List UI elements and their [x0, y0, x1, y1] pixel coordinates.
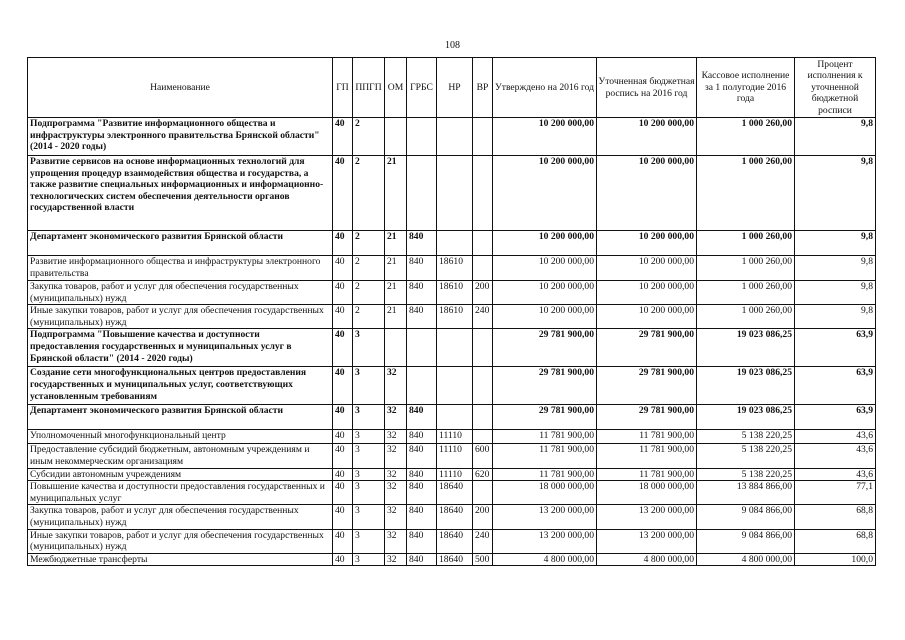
row-specified-cell: 10 200 000,00 [597, 305, 697, 329]
table-row [28, 329, 876, 367]
row-percent-cell: 63,9 [795, 329, 876, 367]
row-cash-cell: 9 084 866,00 [697, 529, 795, 553]
row-approved-cell: 11 781 900,00 [493, 468, 597, 481]
header-vr: ВР [473, 58, 493, 118]
row-percent-cell: 9,8 [795, 305, 876, 329]
row-name-cell: Развитие сервисов на основе информационных технологий для упрощения процедур взаимодействия общества и государства, а также развитие специальных информационных и информационно-технологических систем обеспечения деятельности органов государственной власти [28, 156, 333, 231]
row-grbs-cell: 840 [407, 281, 437, 305]
row-gp-cell: 40 [333, 256, 353, 281]
row-vr-cell [473, 481, 493, 505]
row-gp-cell: 40 [333, 329, 353, 367]
row-percent-cell: 9,8 [795, 256, 876, 281]
row-approved-cell: 10 200 000,00 [493, 281, 597, 305]
table-row [28, 468, 876, 481]
row-nr-cell: 18640 [437, 481, 473, 505]
row-gp-cell: 40 [333, 231, 353, 256]
row-cash-cell: 4 800 000,00 [697, 553, 795, 566]
row-ppgp-cell: 2 [353, 256, 385, 281]
row-ppgp-cell: 3 [353, 444, 385, 468]
row-cash-cell: 5 138 220,25 [697, 444, 795, 468]
row-vr-cell: 620 [473, 468, 493, 481]
row-name-cell: Подпрограмма "Развитие информационного общества и инфраструктуры электронного правительства Брянской области" (2014 - 2020 годы) [28, 118, 333, 156]
row-ppgp-cell: 2 [353, 156, 385, 231]
row-ppgp-cell: 2 [353, 281, 385, 305]
row-specified-cell: 29 781 900,00 [597, 367, 697, 405]
row-cash-cell: 1 000 260,00 [697, 118, 795, 156]
row-grbs-cell [407, 156, 437, 231]
row-nr-cell [437, 405, 473, 430]
table-row [28, 231, 876, 256]
row-percent-cell: 68,8 [795, 529, 876, 553]
row-vr-cell [473, 118, 493, 156]
row-vr-cell [473, 367, 493, 405]
row-grbs-cell [407, 367, 437, 405]
row-gp-cell: 40 [333, 430, 353, 444]
row-cash-cell: 1 000 260,00 [697, 305, 795, 329]
row-om-cell: 21 [385, 305, 407, 329]
row-nr-cell: 18640 [437, 553, 473, 566]
table-row [28, 305, 876, 329]
row-name-cell: Предоставление субсидий бюджетным, автономным учреждениям и иным некоммерческим организациям [28, 444, 333, 468]
row-cash-cell: 9 084 866,00 [697, 505, 795, 529]
row-vr-cell: 600 [473, 444, 493, 468]
table-row [28, 256, 876, 281]
header-name: Наименование [28, 58, 333, 118]
row-nr-cell: 18640 [437, 505, 473, 529]
budget-execution-table [27, 57, 876, 566]
row-cash-cell: 1 000 260,00 [697, 256, 795, 281]
row-om-cell: 32 [385, 553, 407, 566]
row-nr-cell: 18610 [437, 256, 473, 281]
row-ppgp-cell: 3 [353, 553, 385, 566]
row-om-cell: 32 [385, 468, 407, 481]
row-percent-cell: 77,1 [795, 481, 876, 505]
row-specified-cell: 18 000 000,00 [597, 481, 697, 505]
row-nr-cell [437, 231, 473, 256]
row-nr-cell [437, 118, 473, 156]
row-om-cell: 32 [385, 367, 407, 405]
row-specified-cell: 10 200 000,00 [597, 256, 697, 281]
row-grbs-cell: 840 [407, 405, 437, 430]
row-specified-cell: 29 781 900,00 [597, 329, 697, 367]
row-om-cell: 32 [385, 529, 407, 553]
header-gp: ГП [333, 58, 353, 118]
row-approved-cell: 13 200 000,00 [493, 529, 597, 553]
row-gp-cell: 40 [333, 118, 353, 156]
row-vr-cell [473, 156, 493, 231]
header-nr: НР [437, 58, 473, 118]
row-name-cell: Межбюджетные трансферты [28, 553, 333, 566]
row-approved-cell: 13 200 000,00 [493, 505, 597, 529]
row-ppgp-cell: 3 [353, 329, 385, 367]
row-vr-cell: 500 [473, 553, 493, 566]
row-nr-cell [437, 156, 473, 231]
row-approved-cell: 10 200 000,00 [493, 256, 597, 281]
row-gp-cell: 40 [333, 444, 353, 468]
row-ppgp-cell: 3 [353, 430, 385, 444]
row-nr-cell: 18610 [437, 281, 473, 305]
row-gp-cell: 40 [333, 481, 353, 505]
row-cash-cell: 5 138 220,25 [697, 430, 795, 444]
row-vr-cell [473, 430, 493, 444]
header-cash: Кассовое исполнение за 1 полугодие 2016 года [697, 58, 795, 118]
row-grbs-cell [407, 329, 437, 367]
row-gp-cell: 40 [333, 156, 353, 231]
row-name-cell: Иные закупки товаров, работ и услуг для обеспечения государственных (муниципальных) нужд [28, 529, 333, 553]
row-specified-cell: 29 781 900,00 [597, 405, 697, 430]
row-gp-cell: 40 [333, 305, 353, 329]
row-name-cell: Создание сети многофункциональных центров предоставления государственных и муниципальных услуг, соответствующих установленным требованиям [28, 367, 333, 405]
row-vr-cell: 200 [473, 281, 493, 305]
row-cash-cell: 1 000 260,00 [697, 231, 795, 256]
row-vr-cell [473, 256, 493, 281]
row-cash-cell: 5 138 220,25 [697, 468, 795, 481]
row-specified-cell: 4 800 000,00 [597, 553, 697, 566]
row-name-cell: Закупка товаров, работ и услуг для обеспечения государственных (муниципальных) нужд [28, 505, 333, 529]
row-om-cell: 32 [385, 505, 407, 529]
table-row [28, 553, 876, 566]
table-body [28, 118, 876, 566]
row-nr-cell: 18610 [437, 305, 473, 329]
row-approved-cell: 29 781 900,00 [493, 367, 597, 405]
row-grbs-cell: 840 [407, 256, 437, 281]
row-cash-cell: 19 023 086,25 [697, 405, 795, 430]
table-row [28, 156, 876, 231]
row-om-cell [385, 329, 407, 367]
row-specified-cell: 11 781 900,00 [597, 444, 697, 468]
row-grbs-cell: 840 [407, 505, 437, 529]
row-nr-cell: 18640 [437, 529, 473, 553]
row-om-cell: 32 [385, 444, 407, 468]
row-nr-cell: 11110 [437, 430, 473, 444]
row-approved-cell: 10 200 000,00 [493, 156, 597, 231]
row-name-cell: Повышение качества и доступности предоставления государственных и муниципальных услуг [28, 481, 333, 505]
row-cash-cell: 19 023 086,25 [697, 329, 795, 367]
row-name-cell: Закупка товаров, работ и услуг для обеспечения государственных (муниципальных) нужд [28, 281, 333, 305]
row-approved-cell: 11 781 900,00 [493, 430, 597, 444]
row-percent-cell: 63,9 [795, 367, 876, 405]
row-approved-cell: 29 781 900,00 [493, 329, 597, 367]
row-percent-cell: 43,6 [795, 430, 876, 444]
row-specified-cell: 10 200 000,00 [597, 156, 697, 231]
row-name-cell: Департамент экономического развития Брянской области [28, 231, 333, 256]
row-nr-cell [437, 367, 473, 405]
row-om-cell: 21 [385, 256, 407, 281]
row-approved-cell: 10 200 000,00 [493, 231, 597, 256]
row-name-cell: Развитие информационного общества и инфраструктуры электронного правительства [28, 256, 333, 281]
row-grbs-cell: 840 [407, 481, 437, 505]
page-number: 108 [445, 40, 460, 51]
row-cash-cell: 19 023 086,25 [697, 367, 795, 405]
header-approved: Утверждено на 2016 год [493, 58, 597, 118]
row-gp-cell: 40 [333, 553, 353, 566]
row-gp-cell: 40 [333, 405, 353, 430]
row-om-cell: 21 [385, 156, 407, 231]
row-specified-cell: 10 200 000,00 [597, 231, 697, 256]
row-nr-cell [437, 329, 473, 367]
table-row [28, 505, 876, 529]
row-specified-cell: 10 200 000,00 [597, 118, 697, 156]
row-gp-cell: 40 [333, 468, 353, 481]
table-row [28, 367, 876, 405]
row-ppgp-cell: 3 [353, 505, 385, 529]
row-cash-cell: 1 000 260,00 [697, 281, 795, 305]
row-approved-cell: 18 000 000,00 [493, 481, 597, 505]
table-row [28, 118, 876, 156]
row-grbs-cell: 840 [407, 529, 437, 553]
row-gp-cell: 40 [333, 367, 353, 405]
row-vr-cell [473, 405, 493, 430]
row-cash-cell: 1 000 260,00 [697, 156, 795, 231]
row-name-cell: Субсидии автономным учреждениям [28, 468, 333, 481]
row-specified-cell: 10 200 000,00 [597, 281, 697, 305]
row-ppgp-cell: 3 [353, 481, 385, 505]
table-row [28, 405, 876, 430]
row-ppgp-cell: 2 [353, 231, 385, 256]
table-row [28, 481, 876, 505]
row-approved-cell: 4 800 000,00 [493, 553, 597, 566]
row-approved-cell: 10 200 000,00 [493, 305, 597, 329]
row-vr-cell: 240 [473, 305, 493, 329]
row-vr-cell: 240 [473, 529, 493, 553]
row-percent-cell: 68,8 [795, 505, 876, 529]
row-percent-cell: 9,8 [795, 118, 876, 156]
row-ppgp-cell: 3 [353, 468, 385, 481]
row-om-cell: 32 [385, 481, 407, 505]
row-grbs-cell: 840 [407, 430, 437, 444]
row-grbs-cell: 840 [407, 231, 437, 256]
row-ppgp-cell: 2 [353, 118, 385, 156]
row-gp-cell: 40 [333, 281, 353, 305]
row-ppgp-cell: 3 [353, 367, 385, 405]
header-percent: Процент исполнения к уточненной бюджетной росписи [795, 58, 876, 118]
row-name-cell: Подпрограмма "Повышение качества и доступности предоставления государственных и муниципальных услуг в Брянской области" (2014 - 2020 годы) [28, 329, 333, 367]
header-om: ОМ [385, 58, 407, 118]
row-vr-cell [473, 329, 493, 367]
row-approved-cell: 29 781 900,00 [493, 405, 597, 430]
header-ppgp: ППГП [353, 58, 385, 118]
table-row [28, 529, 876, 553]
row-grbs-cell: 840 [407, 444, 437, 468]
table-row [28, 430, 876, 444]
row-om-cell: 32 [385, 405, 407, 430]
row-percent-cell: 9,8 [795, 231, 876, 256]
row-gp-cell: 40 [333, 529, 353, 553]
table-header [28, 58, 876, 118]
table-row [28, 281, 876, 305]
row-percent-cell: 43,6 [795, 468, 876, 481]
row-specified-cell: 11 781 900,00 [597, 430, 697, 444]
row-specified-cell: 13 200 000,00 [597, 505, 697, 529]
row-grbs-cell: 840 [407, 468, 437, 481]
row-vr-cell [473, 231, 493, 256]
row-ppgp-cell: 3 [353, 405, 385, 430]
row-gp-cell: 40 [333, 505, 353, 529]
row-approved-cell: 10 200 000,00 [493, 118, 597, 156]
row-grbs-cell [407, 118, 437, 156]
row-name-cell: Уполномоченный многофункциональный центр [28, 430, 333, 444]
row-nr-cell: 11110 [437, 468, 473, 481]
row-om-cell: 21 [385, 281, 407, 305]
row-specified-cell: 11 781 900,00 [597, 468, 697, 481]
row-name-cell: Иные закупки товаров, работ и услуг для обеспечения государственных (муниципальных) нужд [28, 305, 333, 329]
row-percent-cell: 43,6 [795, 444, 876, 468]
row-percent-cell: 9,8 [795, 156, 876, 231]
row-percent-cell: 100,0 [795, 553, 876, 566]
table-row [28, 444, 876, 468]
row-percent-cell: 63,9 [795, 405, 876, 430]
row-percent-cell: 9,8 [795, 281, 876, 305]
row-om-cell: 21 [385, 231, 407, 256]
row-om-cell: 32 [385, 430, 407, 444]
row-grbs-cell: 840 [407, 553, 437, 566]
header-specified: Уточненная бюджетная роспись на 2016 год [597, 58, 697, 118]
row-ppgp-cell: 3 [353, 529, 385, 553]
row-vr-cell: 200 [473, 505, 493, 529]
row-name-cell: Департамент экономического развития Брянской области [28, 405, 333, 430]
row-cash-cell: 13 884 866,00 [697, 481, 795, 505]
row-nr-cell: 11110 [437, 444, 473, 468]
row-om-cell [385, 118, 407, 156]
row-approved-cell: 11 781 900,00 [493, 444, 597, 468]
row-ppgp-cell: 2 [353, 305, 385, 329]
row-specified-cell: 13 200 000,00 [597, 529, 697, 553]
header-grbs: ГРБС [407, 58, 437, 118]
row-grbs-cell: 840 [407, 305, 437, 329]
